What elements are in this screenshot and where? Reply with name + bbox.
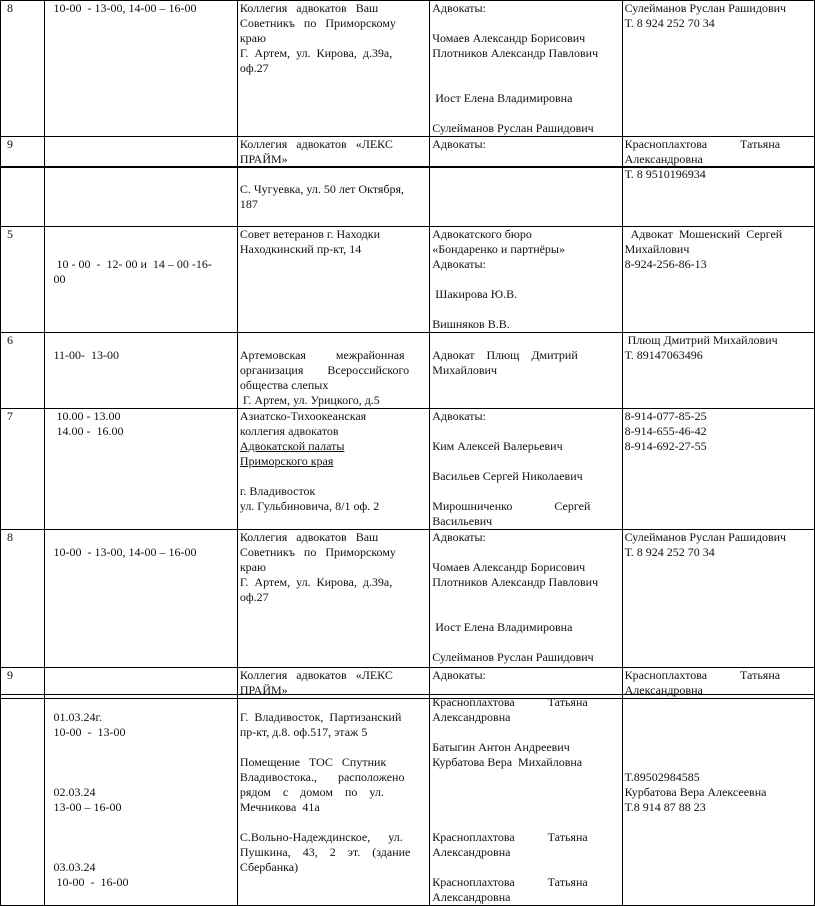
cell-line: Шакирова Ю.В.: [432, 287, 518, 301]
schedule-table-3: [0, 694, 815, 906]
schedule-table-2: [0, 166, 815, 699]
row-number: [1, 333, 45, 409]
cell-line: Пушкина, 43, 2 эт. (здание: [239, 845, 411, 859]
cell-line: Иост Елена Владимировна: [432, 91, 573, 105]
cell-line: Александровна: [432, 710, 511, 724]
lawyers-cell: [430, 409, 622, 530]
cell-line: 01.03.24г.: [53, 710, 103, 724]
cell-line: Т.8 914 87 88 23: [624, 800, 706, 814]
organization-cell: [237, 530, 429, 668]
time-cell: [45, 137, 237, 168]
cell-line: Совет ветеранов г. Находки: [239, 227, 381, 241]
cell-line: пр-кт, д.8. оф.517, этаж 5: [239, 725, 368, 739]
cell-line: Красноплахтова Татьяна: [432, 830, 588, 844]
lawyers-cell: [430, 695, 622, 906]
cell-line: [432, 800, 619, 815]
cell-line: 8-914-655-46-42: [624, 424, 707, 438]
cell-line: Т. 8 9510196934: [624, 167, 706, 181]
cell-line: [432, 454, 619, 469]
time-cell: [45, 695, 237, 906]
organization-cell: [237, 695, 429, 906]
cell-line: Мирошниченко Сергей: [432, 499, 591, 513]
cell-line: [53, 695, 234, 710]
cell-line: Адвокаты:: [432, 668, 486, 682]
cell-line: Г. Артем, ул. Урицкого, д.5: [239, 393, 380, 407]
cell-line: [432, 61, 619, 76]
row-number: [1, 530, 45, 668]
lawyers-cell: [430, 167, 622, 227]
cell-line: краю: [239, 560, 266, 574]
cell-line: [432, 635, 619, 650]
cell-line: Коллегия адвокатов Ваш: [239, 530, 379, 544]
cell-line: Батыгин Антон Андреевич: [432, 740, 570, 754]
cell-line: Красноплахтова Татьяна: [432, 695, 588, 709]
cell-line: Т. 8 924 252 70 34: [624, 545, 715, 559]
cell-line: Васильев Сергей Николаевич: [432, 469, 583, 483]
cell-line: Г. Артем, ул. Кирова, д.39а,: [239, 46, 393, 60]
cell-line: 7: [7, 409, 13, 423]
cell-line: [432, 770, 619, 785]
cell-line: Сулейманов Руслан Рашидович: [432, 121, 594, 135]
cell-line: Советникъ по Приморскому: [239, 545, 396, 559]
cell-line: [53, 770, 234, 785]
cell-line: организация Всероссийского: [239, 363, 410, 377]
cell-line: ПРАЙМ»: [239, 152, 288, 166]
cell-line: 187: [239, 197, 258, 211]
table-row: [1, 409, 815, 530]
cell-line: Александровна: [624, 683, 703, 697]
cell-line: Азиатско-Тихоокеанская: [239, 409, 367, 423]
cell-line: [53, 830, 234, 845]
cell-line: [432, 785, 619, 800]
cell-line: ул. Гульбиновича, 8/1 оф. 2: [239, 499, 380, 513]
table-row: [1, 333, 815, 409]
cell-line: [432, 860, 619, 875]
cell-line: Михайлович: [432, 363, 498, 377]
cell-line: Курбатова Вера Михайловна: [432, 755, 583, 769]
cell-line: [432, 484, 619, 499]
cell-line: Чомаев Александр Борисович: [432, 560, 586, 574]
cell-line: Васильевич: [432, 514, 493, 528]
cell-line: 8-924-256-86-13: [624, 257, 707, 271]
row-number: [1, 167, 45, 227]
cell-line: Коллегия адвокатов «ЛЕКС: [239, 668, 393, 682]
cell-line: 10-00 - 13-00, 14-00 – 16-00: [53, 1, 197, 15]
time-cell: [45, 1, 237, 137]
row-number: [1, 227, 45, 333]
cell-line: Советникъ по Приморскому: [239, 16, 396, 30]
cell-line: 13-00 – 16-00: [53, 800, 122, 814]
cell-line: Г. Владивосток, Партизанский: [239, 710, 402, 724]
table-row: [1, 530, 815, 668]
cell-line: Адвокат Мошенский Сергей: [624, 227, 783, 241]
cell-line: [432, 590, 619, 605]
cell-line: Ким Алексей Валерьевич: [432, 439, 563, 453]
cell-line: общества слепых: [239, 378, 329, 392]
cell-line: Коллегия адвокатов «ЛЕКС: [239, 137, 393, 151]
cell-line: 9: [7, 668, 13, 682]
cell-line: 8: [7, 1, 13, 15]
cell-line: [53, 242, 234, 257]
cell-line: [240, 469, 427, 484]
cell-line: Артемовская межрайонная: [239, 348, 405, 362]
cell-line: Вишняков В.В.: [432, 317, 510, 331]
organization-cell: [237, 1, 429, 137]
cell-line: [53, 815, 234, 830]
row-number: [1, 137, 45, 168]
cell-line: Адвокаты:: [432, 1, 486, 15]
contact-cell: [622, 409, 814, 530]
cell-line: Адвокаты:: [432, 409, 486, 423]
cell-line: [432, 302, 619, 317]
cell-line: 00: [53, 272, 66, 286]
cell-line: Г. Артем, ул. Кирова, д.39а,: [239, 575, 393, 589]
cell-line: Адвокат Плющ Дмитрий: [432, 348, 578, 362]
cell-line: [53, 845, 234, 860]
cell-line: Сулейманов Руслан Рашидович: [624, 530, 787, 544]
cell-line: Мечникова 41а: [239, 800, 320, 814]
contact-cell: [622, 695, 814, 906]
cell-line: 10-00 - 13-00, 14-00 – 16-00: [53, 545, 197, 559]
time-cell: [45, 227, 237, 333]
cell-line: Александровна: [432, 845, 511, 859]
cell-line: [240, 815, 427, 830]
cell-line: Адвокатского бюро: [432, 227, 532, 241]
cell-line: [432, 167, 619, 182]
cell-line: [53, 137, 234, 152]
lawyers-cell: [430, 227, 622, 333]
cell-line: Плотников Александр Павлович: [432, 575, 599, 589]
cell-line: оф.27: [239, 61, 269, 75]
cell-line: 6: [7, 333, 13, 347]
cell-line: Коллегия адвокатов Ваш: [239, 1, 379, 15]
cell-line: 10-00 - 13-00: [53, 725, 126, 739]
row-number: [1, 695, 45, 906]
cell-line: рядом с домом по ул.: [239, 785, 384, 799]
cell-line: 11-00- 13-00: [53, 348, 120, 362]
cell-line: [432, 16, 619, 31]
cell-line: Михайлович: [624, 242, 690, 256]
row-number: [1, 1, 45, 137]
cell-line: С. Чугуевка, ул. 50 лет Октября,: [239, 182, 404, 196]
cell-line: 10.00 - 13.00: [53, 409, 121, 423]
cell-line: [432, 605, 619, 620]
cell-line: Сулейманов Руслан Рашидович: [624, 1, 787, 15]
cell-line: Находкинский пр-кт, 14: [239, 242, 362, 256]
cell-line: Приморского края: [239, 454, 334, 468]
time-cell: [45, 333, 237, 409]
cell-line: Адвокаты:: [432, 137, 486, 151]
table-row: [1, 227, 815, 333]
cell-line: [432, 76, 619, 91]
lawyers-cell: [430, 137, 622, 168]
cell-line: 9: [7, 137, 13, 151]
contact-cell: [622, 1, 814, 137]
cell-line: [432, 424, 619, 439]
cell-line: [625, 740, 812, 755]
organization-cell: [237, 137, 429, 168]
cell-line: Красноплахтова Татьяна: [624, 668, 781, 682]
cell-line: [53, 755, 234, 770]
cell-line: Адвокаты:: [432, 530, 486, 544]
cell-line: 02.03.24: [53, 785, 96, 799]
cell-line: Иост Елена Владимировна: [432, 620, 573, 634]
organization-cell: [237, 227, 429, 333]
cell-line: [432, 333, 619, 348]
table-row: [1, 137, 815, 168]
organization-cell: [237, 167, 429, 227]
contact-cell: [622, 227, 814, 333]
cell-line: 8: [7, 530, 13, 544]
cell-line: Плющ Дмитрий Михайлович: [624, 333, 778, 347]
cell-line: Александровна: [432, 890, 511, 904]
cell-line: [432, 545, 619, 560]
cell-line: Т. 89147063496: [624, 348, 703, 362]
cell-line: [240, 167, 427, 182]
cell-line: [53, 740, 234, 755]
table-row: [1, 1, 815, 137]
cell-line: Адвокатской палаты: [239, 439, 345, 453]
cell-line: краю: [239, 31, 266, 45]
cell-line: [432, 815, 619, 830]
organization-cell: [237, 409, 429, 530]
cell-line: ПРАЙМ»: [239, 683, 288, 697]
cell-line: 10-00 - 16-00: [53, 875, 129, 889]
cell-line: [53, 333, 234, 348]
cell-line: [240, 695, 427, 710]
contact-cell: [622, 333, 814, 409]
cell-line: 03.03.24: [53, 860, 96, 874]
cell-line: [625, 710, 812, 725]
cell-line: [625, 695, 812, 710]
cell-line: 10 - 00 - 12- 00 и 14 – 00 -16-: [53, 257, 212, 271]
cell-line: [7, 695, 42, 710]
contact-cell: [622, 167, 814, 227]
cell-line: 14.00 - 16.00: [53, 424, 124, 438]
cell-line: Курбатова Вера Алексеевна: [624, 785, 767, 799]
cell-line: 8-914-077-85-25: [624, 409, 707, 423]
cell-line: [240, 333, 427, 348]
table-row: [1, 695, 815, 906]
time-cell: [45, 409, 237, 530]
cell-line: Сбербанка): [239, 860, 299, 874]
lawyers-cell: [430, 530, 622, 668]
table-row: [1, 167, 815, 227]
cell-line: оф.27: [239, 590, 269, 604]
lawyers-cell: [430, 333, 622, 409]
cell-line: Владивостока., расположено: [239, 770, 405, 784]
cell-line: [53, 227, 234, 242]
cell-line: Красноплахтова Татьяна: [432, 875, 588, 889]
cell-line: 8-914-692-27-55: [624, 439, 707, 453]
cell-line: г. Владивосток: [239, 484, 316, 498]
cell-line: [625, 755, 812, 770]
cell-line: Т.89502984585: [624, 770, 700, 784]
cell-line: [432, 272, 619, 287]
cell-line: С.Вольно-Надеждинское, ул.: [239, 830, 403, 844]
contact-cell: [622, 530, 814, 668]
cell-line: 5: [7, 227, 13, 241]
cell-line: «Бондаренко и партнёры»: [432, 242, 565, 256]
cell-line: [7, 167, 42, 182]
cell-line: Плотников Александр Павлович: [432, 46, 599, 60]
cell-line: Сулейманов Руслан Рашидович: [432, 650, 594, 664]
cell-line: Помещение ТОС Спутник: [239, 755, 387, 769]
time-cell: [45, 530, 237, 668]
cell-line: [53, 668, 234, 683]
cell-line: Т. 8 924 252 70 34: [624, 16, 715, 30]
cell-line: [432, 725, 619, 740]
cell-line: Красноплахтова Татьяна: [624, 137, 781, 151]
cell-line: [432, 106, 619, 121]
cell-line: [625, 725, 812, 740]
organization-cell: [237, 333, 429, 409]
cell-line: [53, 530, 234, 545]
lawyers-cell: [430, 1, 622, 137]
cell-line: Александровна: [624, 152, 703, 166]
row-number: [1, 409, 45, 530]
cell-line: Чомаев Александр Борисович: [432, 31, 586, 45]
time-cell: [45, 167, 237, 227]
cell-line: коллегия адвокатов: [239, 424, 339, 438]
contact-cell: [622, 137, 814, 168]
cell-line: [240, 740, 427, 755]
cell-line: [53, 167, 234, 182]
schedule-table-1: [0, 0, 815, 168]
cell-line: Адвокаты:: [432, 257, 486, 271]
